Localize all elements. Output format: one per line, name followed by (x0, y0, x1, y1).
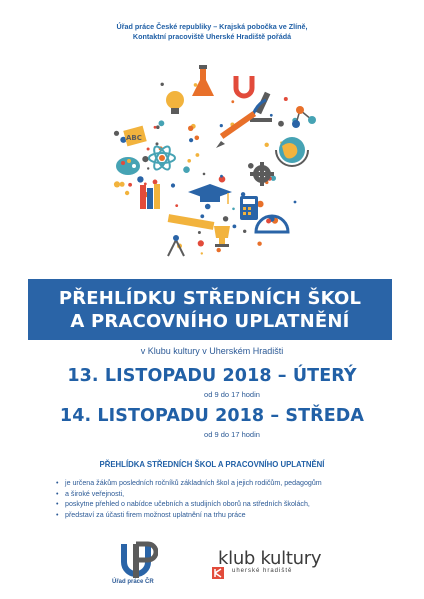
calculator-icon (240, 196, 258, 220)
decor-dot (175, 204, 178, 207)
decor-dot (200, 214, 204, 218)
education-icons-cluster (0, 0, 424, 280)
molecule-icon (292, 106, 316, 128)
atom-icon (149, 144, 175, 172)
decor-dot (220, 175, 223, 178)
decor-dot (205, 204, 211, 210)
decor-dot (231, 100, 234, 103)
decor-dot (159, 120, 165, 126)
books-icon (140, 184, 160, 209)
decor-dot (294, 201, 297, 204)
graduation-cap-icon (188, 184, 232, 204)
organizer-line-1: Úřad práce České republiky – Krajská pobočka ve Zlíně, (116, 22, 308, 31)
organizer-line-2: Kontaktní pracoviště Uherské Hradiště pořádá (132, 32, 292, 41)
info-list (56, 478, 386, 520)
decor-dot (114, 131, 119, 136)
decor-dot (196, 153, 200, 157)
decor-dot (194, 83, 198, 87)
palette-icon (116, 157, 140, 175)
decor-dot (156, 142, 159, 145)
svg-text:ABC: ABC (126, 134, 142, 142)
decor-dot (156, 125, 160, 129)
lightbulb-icon (166, 91, 184, 114)
decor-dot (195, 136, 200, 141)
decor-dot (266, 219, 271, 224)
decor-dot (144, 183, 147, 186)
magnet-icon (236, 76, 252, 96)
decor-dot (198, 231, 201, 234)
decor-dot (120, 182, 125, 187)
list-item: • představí za účasti firem možnost uplatnění na trhu práce (56, 510, 386, 521)
decor-dot (142, 156, 148, 162)
venue-text: v Klubu kultury v Uherském Hradišti (140, 346, 284, 356)
decor-dot (114, 181, 120, 187)
trophy-icon (214, 226, 230, 247)
decor-dot (153, 180, 158, 185)
decor-dot (147, 148, 150, 151)
date-2-title: 14. LISTOPADU 2018 – STŘEDA (59, 406, 365, 426)
banner-title-line-1: PŘEHLÍDKU STŘEDNÍCH ŠKOL (58, 287, 362, 309)
decor-dot (284, 97, 288, 101)
decor-dot (241, 192, 245, 196)
decor-dot (154, 126, 157, 129)
decor-dot (217, 248, 221, 252)
section-subtitle: PŘEHLÍDKA STŘEDNÍCH ŠKOL A PRACOVNÍHO UPLATNĚNÍ (99, 460, 325, 469)
decor-dot (233, 225, 237, 229)
decor-dot (147, 167, 149, 169)
title-banner (28, 279, 392, 340)
decor-dot (278, 121, 284, 127)
decor-dot (270, 114, 273, 117)
decor-dot (183, 166, 190, 173)
globe-icon (276, 137, 308, 166)
flask-icon (192, 65, 214, 96)
date-1-hours: od 9 do 17 hodin (204, 390, 260, 399)
date-2-hours: od 9 do 17 hodin (204, 430, 260, 439)
list-item: • je určena žákům posledních ročníků základních škol a jejich rodičům, pedagogům (56, 478, 386, 489)
urad-prace-caption: Úřad práce ČR (112, 579, 154, 585)
decor-dot (265, 143, 269, 147)
decor-dot (257, 242, 261, 246)
decor-dot (189, 138, 193, 142)
decor-dot (248, 163, 254, 169)
list-item: • poskytne přehled o nabídce učebních a studijních oborů na středních školách, (56, 499, 386, 510)
pencil-icon (216, 111, 256, 148)
klub-kultury-subtitle: uherské hradiště (232, 568, 293, 574)
decor-dot (201, 252, 203, 254)
decor-dot (203, 173, 206, 176)
decor-dot (220, 124, 223, 127)
banner-title-line-2: A PRACOVNÍHO UPLATNĚNÍ (70, 310, 350, 332)
klub-kultury-title: klub kultury (218, 548, 322, 569)
decor-dot (232, 208, 235, 211)
ruler-icon (168, 214, 215, 230)
decor-dot (223, 216, 228, 221)
decor-dot (188, 126, 193, 131)
decor-dot (128, 183, 132, 187)
gear-icon (250, 162, 274, 186)
decor-dot (171, 183, 175, 187)
abc-blocks-icon (123, 126, 146, 147)
decor-dot (187, 159, 191, 163)
date-1-title: 13. LISTOPADU 2018 – ÚTERÝ (67, 366, 357, 386)
list-item-continuation: • a široké veřejnosti, (56, 489, 386, 500)
decor-dot (161, 83, 164, 86)
decor-dot (137, 176, 143, 182)
decor-dot (125, 191, 129, 195)
decor-dot (198, 240, 204, 246)
decor-dot (243, 230, 246, 233)
